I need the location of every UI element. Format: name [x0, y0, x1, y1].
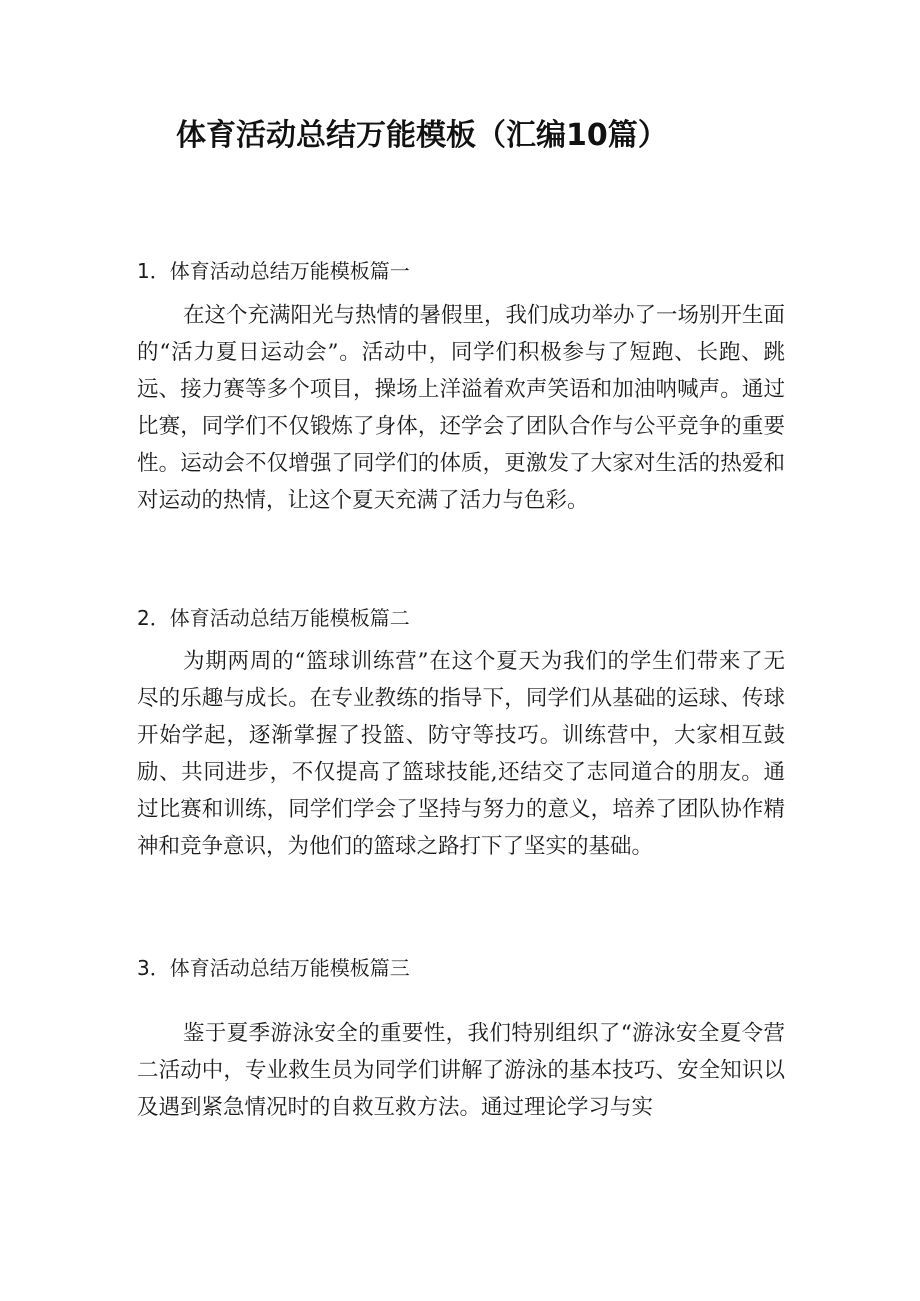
section-heading-2: 2．体育活动总结万能模板篇二 [137, 606, 410, 630]
section-body-2: 为期两周的“篮球训练营”在这个夏天为我们的学生们带来了无尽的乐趣与成长。在专业教练的指导下，同学们从基础的运球、传球开始学起，逐渐掌握了投篮、防守等技巧。训练营中，大家相互鼓励、共同进步，不仅提高了篮球技能,还结交了志同道合的朋友。通过比赛和训练，同学们学会了坚持与努力的意义，培养了团队协作精神和竞争意识，为他们的篮球之路打下了坚实的基础。 [137, 649, 785, 860]
section-heading-3: 3．体育活动总结万能模板篇三 [137, 956, 410, 980]
section-heading-1: 1．体育活动总结万能模板篇一 [137, 259, 410, 283]
section-body-1: 在这个充满阳光与热情的暑假里，我们成功举办了一场别开生面的“活力夏日运动会”。活动中，同学们积极参与了短跑、长跑、跳远、接力赛等多个项目，操场上洋溢着欢声笑语和加油呐喊声。通过比赛，同学们不仅锻炼了身体，还学会了团队合作与公平竞争的重要性。运动会不仅增强了同学们的体质，更激发了大家对生活的热爱和对运动的热情，让这个夏天充满了活力与色彩。 [137, 303, 785, 514]
document-title: 体育活动总结万能模板（汇编10篇） [176, 118, 668, 153]
section-body-3: 鉴于夏季游泳安全的重要性，我们特别组织了“游泳安全夏令营二活动中，专业救生员为同学们讲解了游泳的基本技巧、安全知识以及遇到紧急情况时的自救互救方法。通过理论学习与实 [137, 1021, 785, 1121]
